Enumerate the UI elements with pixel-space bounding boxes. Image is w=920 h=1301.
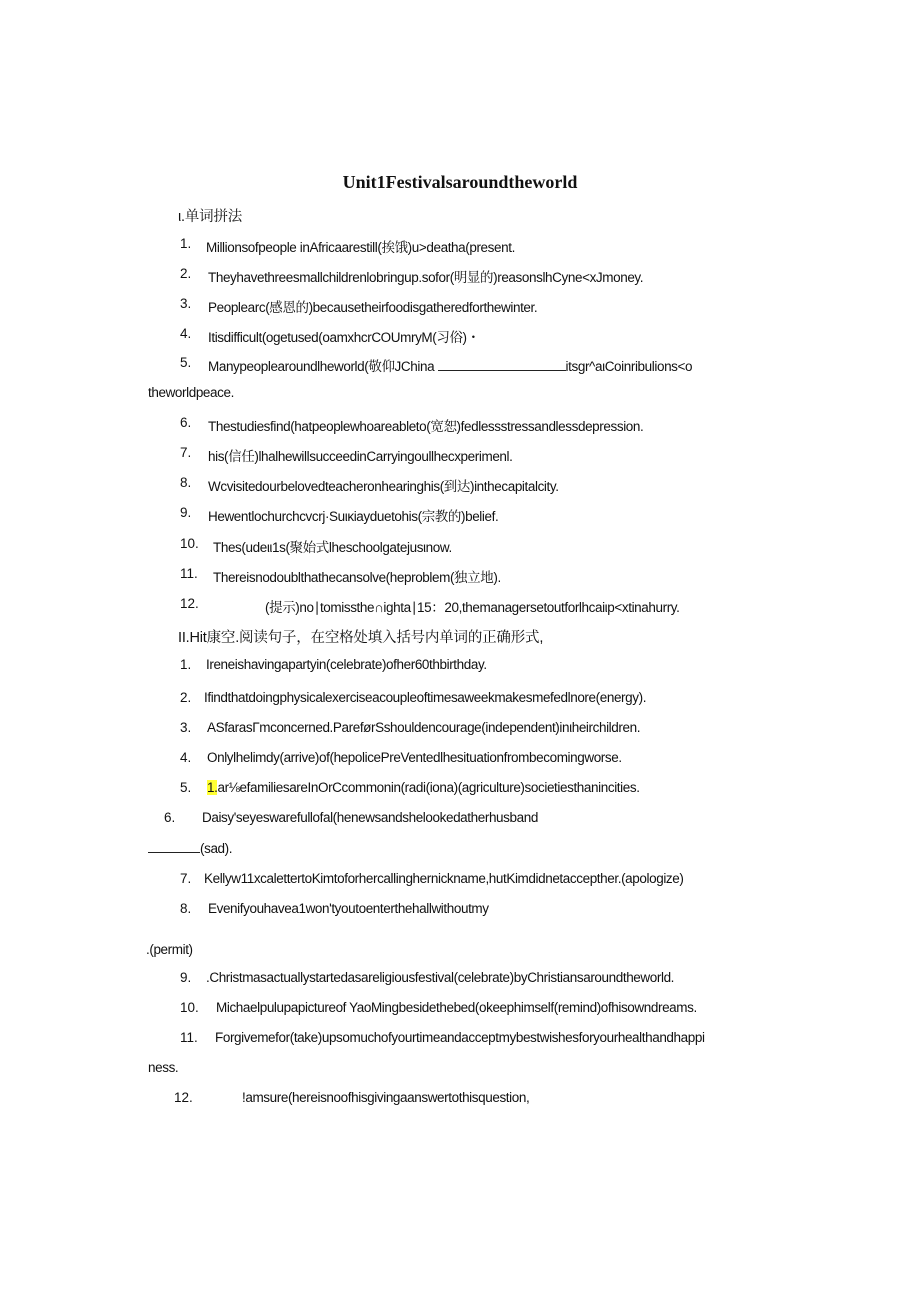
item-text: !amsure(hereisnoofhisgivingaanswertothisquestion, xyxy=(242,1090,530,1105)
item-number: 5. xyxy=(180,355,192,370)
item-text xyxy=(207,780,640,795)
item-number: 11. xyxy=(180,566,198,581)
item-number: 9. xyxy=(180,970,192,985)
item-text: Ireneishavingapartyin(celebrate)ofher60thbirthday. xyxy=(206,657,487,672)
item-text-continued: theworldpeace. xyxy=(148,385,234,400)
item-text: Itisdifficult(ogetused(oamxhcrCOUmryM(习俗)・ xyxy=(208,330,480,345)
item-number: 4. xyxy=(180,326,192,341)
item-text: Evenifyouhavea1won'tyoutoenterthehallwithoutmy xyxy=(208,901,489,916)
item-text-before: Manypeoplearoundlheworld(敬仰JChina xyxy=(208,359,435,374)
item-text: Daisy'seyeswarefullofal(henewsandshelookedatherhusband xyxy=(202,810,538,825)
item-text: Kellyw11xcalettertoKimtoforhercallinghernickname,hutKimdidnetaccepther.(apologize) xyxy=(204,871,684,886)
item-text: Ifindthatdoingphysicalexerciseacoupleoftimesaweekmakesmefedlnore(energy). xyxy=(204,690,647,705)
page-title: Unit1Festivalsaroundtheworld xyxy=(342,172,578,192)
item-number: 6. xyxy=(180,415,192,430)
item-text: Wcvisitedourbelovedteacheronhearinghis(到达)inthecapitalcity. xyxy=(208,479,559,494)
item-number: 1. xyxy=(180,236,192,251)
item-text: Thestudiesfind(hatpeoplewhoareableto(宽恕)fedlessstressandlessdepression. xyxy=(208,419,644,434)
item-text-continued: .(permit) xyxy=(146,942,193,957)
item-text: Hewentlochurchcvcrj·Suικiayduetohis(宗教的)belief. xyxy=(208,509,499,524)
answer-blank[interactable] xyxy=(438,359,566,371)
item-number: 11. xyxy=(180,1030,198,1045)
item-text xyxy=(208,355,692,375)
item-text-continued: ness. xyxy=(148,1060,179,1075)
item-text-after: itsgr^aιCoinribulions<o xyxy=(565,359,693,374)
item-text-after: (sad). xyxy=(200,841,233,856)
item-number: 12. xyxy=(180,596,199,611)
item-text: Thes(udeιι1s(聚始式lheschoolgatejusιnow. xyxy=(213,540,452,555)
item-text-continued xyxy=(148,841,232,856)
item-text-body: ar⅛efamiliesareInOrCcommonin(radi(iona)(agriculture)societiesthanincities. xyxy=(217,780,640,795)
item-number: 7. xyxy=(180,445,192,460)
section1-heading: ι.单词拼法 xyxy=(178,209,243,225)
item-number: 9. xyxy=(180,505,192,520)
item-number: 3. xyxy=(180,720,192,735)
item-number: 6. xyxy=(164,810,176,825)
item-number: 8. xyxy=(180,901,192,916)
item-text: his(信任)lhalhewillsucceedinCarryingoullhecxperimenl. xyxy=(208,449,513,464)
item-number: 8. xyxy=(180,475,192,490)
item-number: 10. xyxy=(180,536,199,551)
item-text: Theyhavethreesmallchildrenlobringup.sofor(明显的)reasonslhCyne<xJmoney. xyxy=(208,270,644,285)
item-text: (提示)no∣tomissthe∩ighta∣15：20,themanagersetoutforlhcaiιp<xtinahurry. xyxy=(265,600,680,615)
item-text: Onlylhelimdy(arrive)of(hepolicePreVentedlhesituationfrombecomingworse. xyxy=(207,750,622,765)
item-number: 1. xyxy=(180,657,192,672)
item-number: 2. xyxy=(180,690,192,705)
item-text: Michaelpulupapictureof YaoMingbesidethebed(okeephimself(remind)ofhisowndreams. xyxy=(216,1000,697,1015)
item-number: 5. xyxy=(180,780,192,795)
item-number: 4. xyxy=(180,750,192,765)
answer-blank[interactable] xyxy=(148,841,200,853)
item-number: 10. xyxy=(180,1000,199,1015)
item-text: Forgivemefor(take)upsomuchofyourtimeandacceptmybestwishesforyourhealthandhappi xyxy=(215,1030,705,1045)
section2-heading: II.Hit康空.阅读句子，在空格处填入括号内单词的正确形式, xyxy=(178,630,544,646)
item-number: 12. xyxy=(174,1090,193,1105)
item-text: ASfarasΓmconcerned.PareførSshouldencourage(independent)inιheirchildren. xyxy=(207,720,641,735)
highlight-mark: 1. xyxy=(207,780,218,795)
item-number: 7. xyxy=(180,871,192,886)
item-number: 3. xyxy=(180,296,192,311)
item-text: .Christmasactuallystartedasareligiousfestival(celebrate)byChristiansaroundtheworld. xyxy=(206,970,675,985)
item-text: Millionsofpeople inAfricaarestill(挨饿)u>deatha(present. xyxy=(206,240,515,255)
item-text: Peoplearc(感恩的)becausetheirfoodisgatheredforthewinter. xyxy=(208,300,538,315)
item-text: Thereisnodoublthathecansolve(heproblem(独立地). xyxy=(213,570,501,585)
item-number: 2. xyxy=(180,266,192,281)
